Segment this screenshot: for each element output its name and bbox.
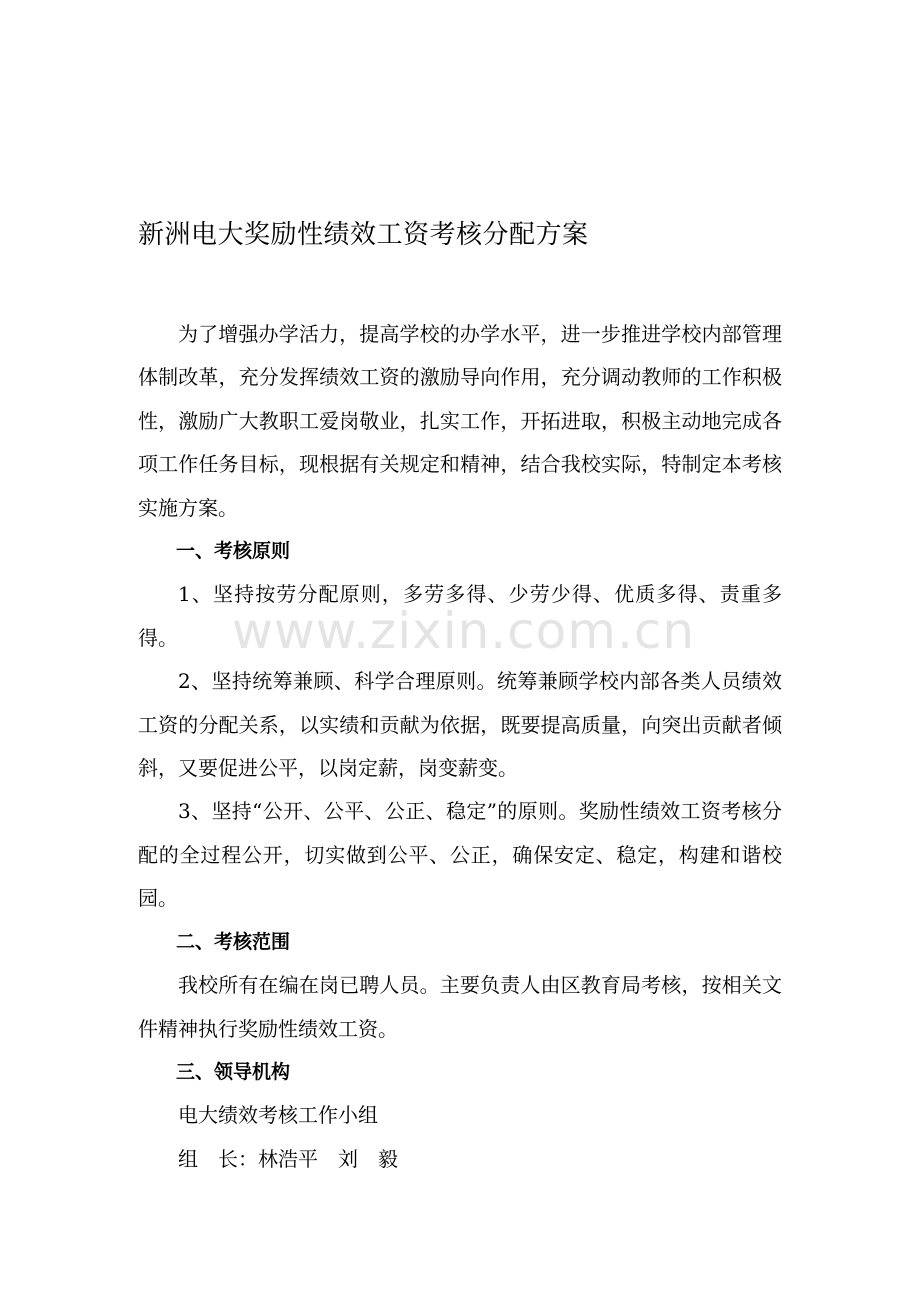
principle-1-paragraph: 1、坚持按劳分配原则，多劳多得、少劳少得、优质多得、责重多得。 <box>138 582 782 650</box>
document-body <box>138 313 782 1181</box>
section-heading-principles: 一、考核原则 <box>176 540 291 563</box>
section-heading-scope: 二、考核范围 <box>176 930 291 953</box>
scope-paragraph: 我校所有在编在岗已聘人员。主要负责人由区教育局考核，按相关文件精神执行奖励性绩效工资。 <box>138 973 782 1041</box>
leadership-group-name: 电大绩效考核工作小组 <box>178 1103 378 1128</box>
leadership-group-leader: 组 长：林浩平 刘 毅 <box>178 1146 398 1171</box>
document-title: 新洲电大奖励性绩效工资考核分配方案 <box>138 220 589 250</box>
principle-2-paragraph: 2、坚持统筹兼顾、科学合理原则。统筹兼顾学校内部各类人员绩效工资的分配关系，以实绩和贡献为依据，既要提高质量，向突出贡献者倾斜，又要促进公平，以岗定薪，岗变薪变。 <box>138 669 782 781</box>
section-heading-leadership: 三、领导机构 <box>176 1060 291 1083</box>
principle-3-paragraph: 3、坚持“公开、公平、公正、稳定”的原则。奖励性绩效工资考核分配的全过程公开，切实做到公平、公正，确保安定、稳定，构建和谐校园。 <box>138 799 782 911</box>
site-watermark: www.zixin.com.cn <box>232 602 696 660</box>
intro-paragraph: 为了增强办学活力，提高学校的办学水平，进一步推进学校内部管理体制改革，充分发挥绩效工资的激励导向作用，充分调动教师的工作积极性，激励广大教职工爱岗敬业，扎实工作，开拓进取，积极主动地完成各项工作任务目标，现根据有关规定和精神，结合我校实际，特制定本考核实施方案。 <box>138 322 782 520</box>
